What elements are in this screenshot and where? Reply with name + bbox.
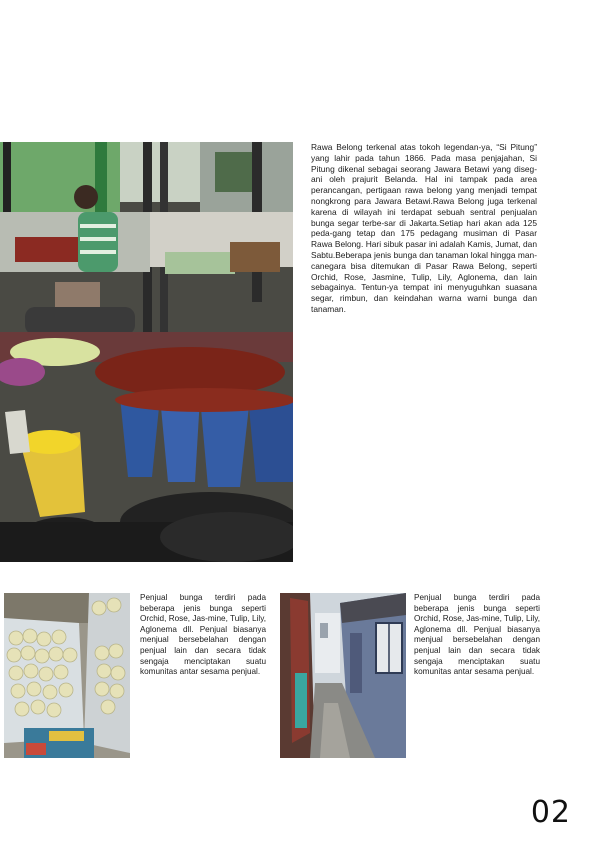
flower-market-photo [0,142,293,562]
jasmine-flowers-photo [4,593,130,758]
caption-right: Penjual bunga terdiri pada beberapa jenis bunga seperti Orchid, Rose, Jas-mine, Tulip, Lily, Aglonema dll. Penjual biasanya menjual bersebelahan dengan penjual lain dan secara tidak sengaja menciptakan suatu komunitas antar sesama penjual. [414,593,540,677]
caption-left: Penjual bunga terdiri pada beberapa jenis bunga seperti Orchid, Rose, Jas-mine, Tulip, Lily, Aglonema dll. Penjual biasanya menjual bersebelahan dengan penjual lain dan secara tidak sengaja menciptakan suatu komunitas antar sesama penjual. [140,593,266,677]
alley-photo [280,593,406,758]
article-body: Rawa Belong terkenal atas tokoh legendan-ya, “Si Pitung” yang lahir pada tahun 1866. Pada masa penjajahan, Si Pitung dikenal sebagai seorang Jawara Betawi yang diseg-ani oleh prajurit Belanda. Hal ini tampak pada area perancangan, pertigaan rawa belong yang menjadi tempat nongkrong para Jawara Betawi.Rawa Belong juga terkenal karena di wilayah ini terdapat sebuah sentral penjualan bunga segar terbe-sar di Jakarta.Setiap hari akan ada 125 peda-gang tetap dan 175 pedagang musiman di Pasar Rawa Belong. Hari sibuk pasar ini adalah Kamis, Jumat, dan Sabtu.Beberapa jenis bunga dan tanaman lokal hingga man-canegara bisa ditemukan di Pasar Rawa Belong, seperti Orchid, Rose, Jasmine, Tulip, Lily, Aglonema, dan lain sebagainya. Tentun-ya tempat ini menyuguhkan suasana segar, rimbun, dan keindahan warna warni bunga dan tanaman. [311,142,537,314]
page-number: 02 [530,795,571,830]
